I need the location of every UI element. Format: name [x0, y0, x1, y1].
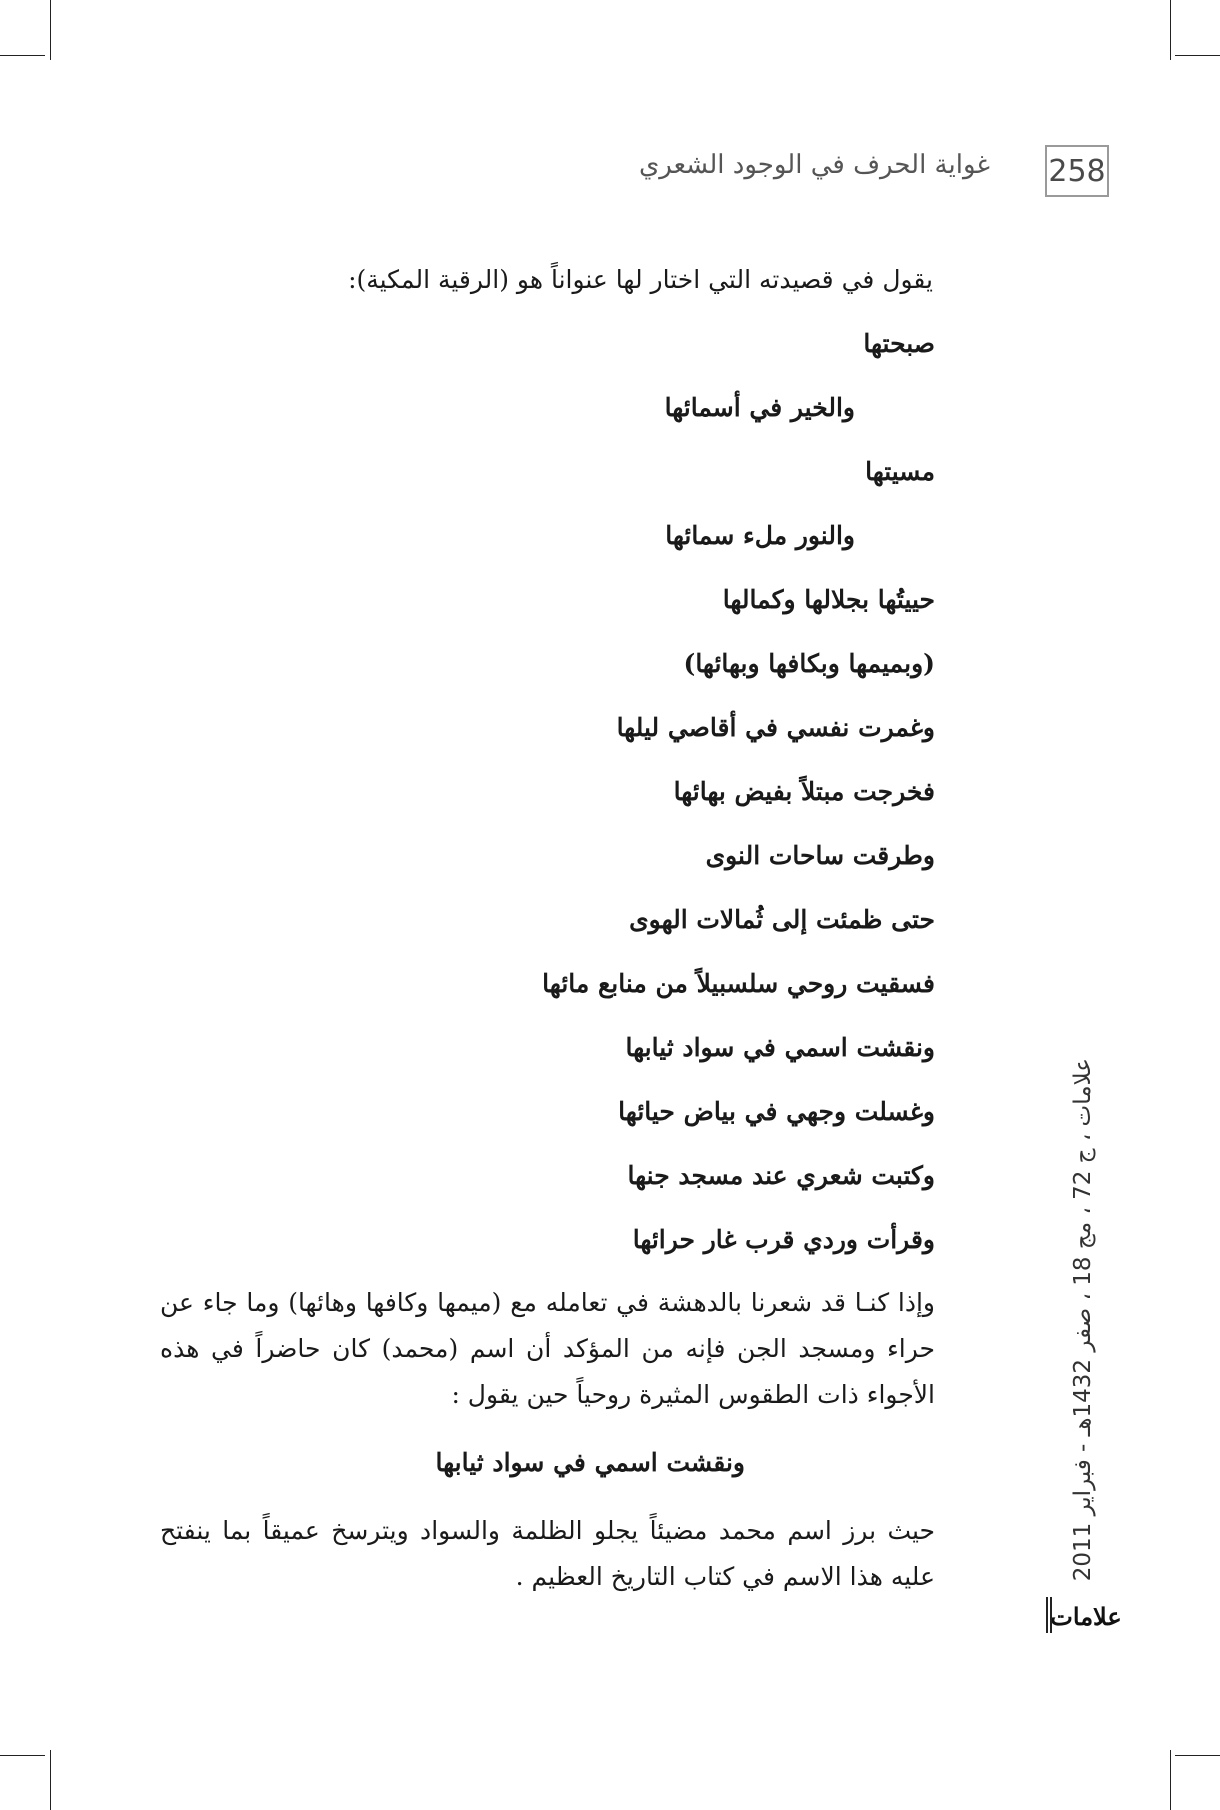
poem-line: فسقيت روحي سلسبيلاً من منابع مائها [542, 969, 935, 998]
poem-line: فخرجت مبتلاً بفيض بهائها [673, 777, 935, 806]
poem-line: وغمرت نفسي في أقاصي ليلها [616, 713, 935, 742]
page-content [160, 248, 935, 1600]
poem-line: وكتبت شعري عند مسجد جنها [627, 1161, 935, 1190]
journal-info-vertical [1058, 1060, 1108, 1580]
crop-mark-top-right [1170, 0, 1171, 60]
crop-mark-top-left-h [0, 55, 45, 56]
poem [160, 312, 935, 1272]
poem-line: مسيتها [865, 457, 935, 486]
crop-mark-top-right-h [1175, 55, 1220, 56]
poem-line: وقرأت وردي قرب غار حرائها [632, 1225, 935, 1254]
logo-bars-icon [1046, 1597, 1052, 1633]
quoted-verse: ونقشت اسمي في سواد ثيابها [435, 1448, 745, 1477]
body-paragraph-2: حيث برز اسم محمد مضيئاً يجلو الظلمة والسواد ويترسخ عميقاً بما ينفتح عليه هذا الاسم في كتاب التاريخ العظيم . [160, 1516, 935, 1591]
poem-line: حييتُها بجلالها وكمالها [722, 585, 935, 614]
poem-line: وغسلت وجهي في بياض حيائها [618, 1097, 935, 1126]
poem-line: والنور ملء سمائها [665, 521, 855, 550]
journal-logo-text: علامات [1050, 1601, 1122, 1631]
crop-mark-bottom-right [1170, 1750, 1171, 1810]
journal-logo [1046, 1593, 1122, 1639]
crop-mark-bottom-left [50, 1750, 51, 1810]
poem-line: ونقشت اسمي في سواد ثيابها [625, 1033, 935, 1062]
intro-sentence: يقول في قصيدته التي اختار لها عنواناً هو (الرقية المكية): [348, 265, 933, 294]
poem-line: صبحتها [863, 329, 935, 358]
crop-mark-bottom-right-h [1175, 1755, 1220, 1756]
poem-line: والخير في أسمائها [664, 393, 855, 422]
crop-mark-top-left [50, 0, 51, 60]
body-paragraph-1: وإذا كنـا قد شعرنا بالدهشة في تعامله مع (ميمها وكافها وهائها) وما جاء عن حراء ومسجد الجن فإنه من المؤكد أن اسم (محمد) كان حاضراً في هذه الأجواء ذات الطقوس المثيرة روحياً حين يقول : [160, 1288, 935, 1409]
journal-info-text: علامات ، ج 72 ، مج 18 ، صفر 1432هـ - فبراير 2011 [1070, 1058, 1096, 1582]
poem-line: (وبميمها وبكافها وبهائها) [683, 649, 935, 678]
poem-line: حتى ظمئت إلى ثُمالات الهوى [629, 905, 935, 934]
page-number: 258 [1045, 145, 1109, 197]
poem-line: وطرقت ساحات النوى [705, 841, 935, 870]
crop-mark-bottom-left-h [0, 1755, 45, 1756]
running-title: غواية الحرف في الوجود الشعري [638, 150, 990, 180]
